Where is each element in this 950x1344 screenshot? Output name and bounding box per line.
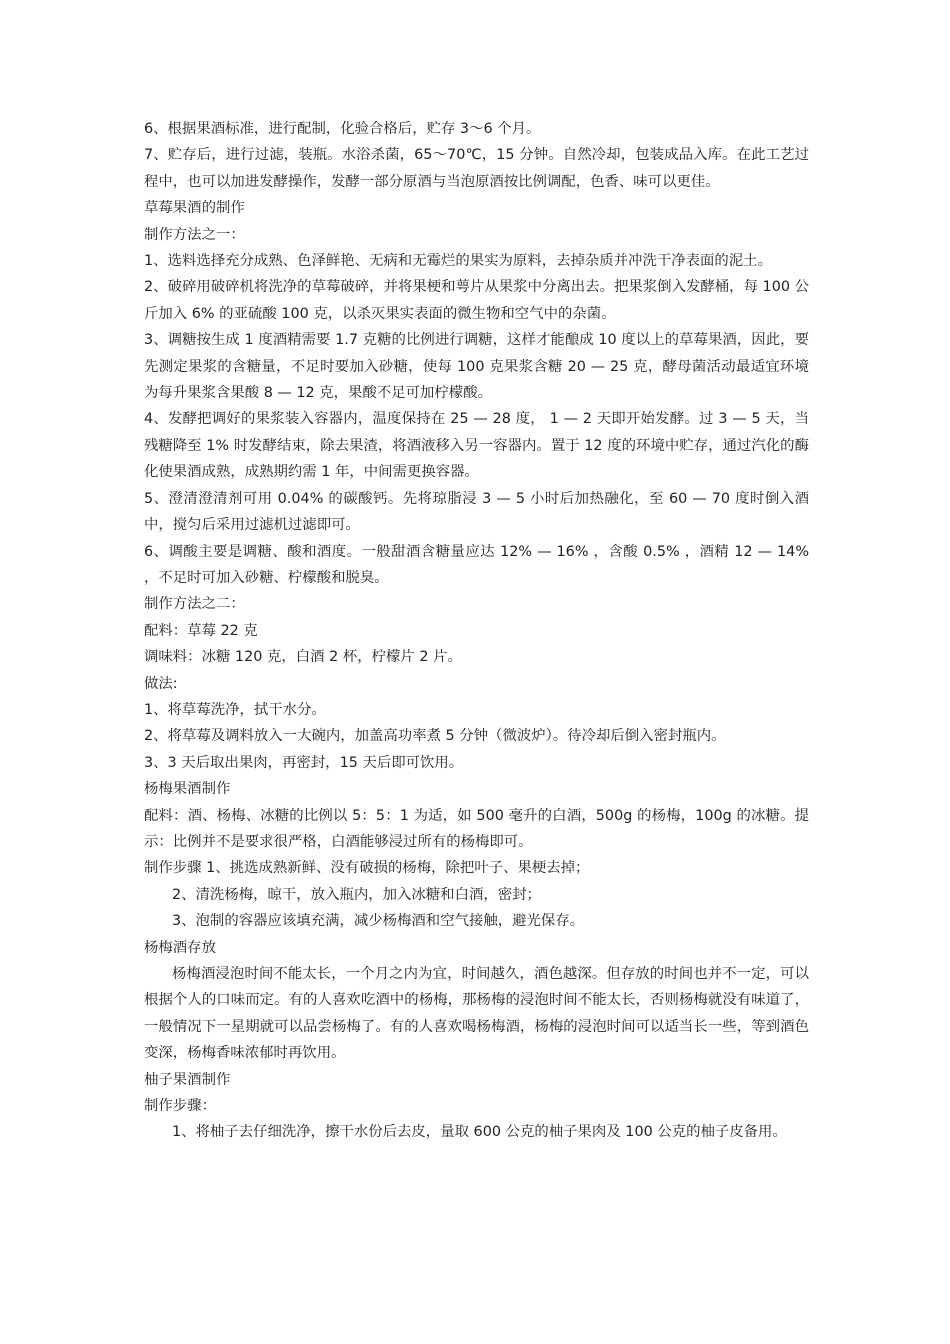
paragraph: 1、将草莓洗净，拭干水分。 [144,701,326,718]
paragraph: 3、泡制的容器应该填充满，减少杨梅酒和空气接触，避光保存。 [172,913,585,930]
paragraph: 5、澄清澄清剂可用 0.04% 的碳酸钙。先将琼脂浸 3 — 5 小时后加热融化，至 60 — 70 度时倒入酒中，搅匀后采用过滤机过滤即可。 [144,490,809,534]
paragraph: 杨梅酒存放 [144,939,216,956]
paragraph: 2、将草莓及调料放入一大碗内，加盖高功率煮 5 分钟（微波炉）。待冷却后倒入密封瓶内。 [144,728,726,745]
paragraph: 做法: [144,675,178,692]
paragraph: 制作方法之二： [144,596,245,613]
paragraph: 3、调糖按生成 1 度酒精需要 1.7 克糖的比例进行调糖，这样才能酿成 10 度以上的草莓果酒，因此，要先测定果浆的含糖量，不足时要加入砂糖，使每 100 克果浆含糖 20 — 25 克，酵母菌活动最适宜环境为每升果浆含果酸 8 — 12 克，果酸不足可加柠檬酸。 [144,332,809,402]
paragraph: 7、贮存后，进行过滤，装瓶。水浴杀菌，65～70℃，15 分钟。自然冷却，包装成品入库。在此工艺过程中，也可以加进发酵操作，发酵一部分原酒与当泡原酒按比例调配，色香、味可以更佳。 [144,147,809,190]
paragraph: 制作方法之一： [144,226,245,243]
paragraph: 草莓果酒的制作 [144,200,245,217]
paragraph: 杨梅果酒制作 [144,781,231,798]
paragraph: 柚子果酒制作 [144,1071,231,1088]
paragraph: 6、调酸主要是调糖、酸和酒度。一般甜酒含糖量应达 12% — 16% ，含酸 0.5% ，酒精 12 — 14% ，不足时可加入砂糖、柠檬酸和脱臭。 [144,543,809,586]
paragraph: 配料：酒、杨梅、冰糖的比例以 5：5：1 为适，如 500 毫升的白酒，500g 的杨梅，100g 的冰糖。提示：比例并不是要求很严格，白酒能够浸过所有的杨梅即可。 [144,807,809,850]
paragraph: 1、将柚子去仔细洗净，擦干水份后去皮，量取 600 公克的柚子果肉及 100 公克的柚子皮备用。 [172,1124,787,1141]
paragraph: 2、破碎用破碎机将洗净的草莓破碎，并将果梗和萼片从果浆中分离出去。把果浆倒入发酵桶，每 100 公斤加入 6% 的亚硫酸 100 克，以杀灭果实表面的微生物和空气中的杂菌。 [144,279,809,322]
paragraph: 3、3 天后取出果肉，再密封，15 天后即可饮用。 [144,754,464,771]
paragraph: 调味料：冰糖 120 克，白酒 2 杯，柠檬片 2 片。 [144,649,462,666]
paragraph: 1、选料选择充分成熟、色泽鲜艳、无病和无霉烂的果实为原料，去掉杂质并冲洗干净表面的泥土。 [144,253,772,270]
paragraph: 4、发酵把调好的果浆装入容器内，温度保持在 25 — 28 度， 1 — 2 天即开始发酵。过 3 — 5 天，当残糖降至 1% 时发酵结束，除去果渣，将酒液移入另一容器内。置于 12 度的环境中贮存，通过汽化的酶化使果酒成熟，成熟期约需 1 年，中间需更换容器。 [144,411,809,481]
paragraph: 6、根据果酒标准，进行配制，化验合格后，贮存 3～6 个月。 [144,121,541,137]
document-body [144,116,809,1146]
paragraph: 配料：草莓 22 克 [144,622,258,639]
paragraph: 杨梅酒浸泡时间不能太长，一个月之内为宜，时间越久，酒色越深。但存放的时间也并不一定，可以根据个人的口味而定。有的人喜欢吃酒中的杨梅，那杨梅的浸泡时间不能太长，否则杨梅就没有味道了，一般情况下一星期就可以品尝杨梅了。有的人喜欢喝杨梅酒，杨梅的浸泡时间可以适当长一些，等到酒色变深，杨梅香味浓郁时再饮用。 [144,966,809,1062]
paragraph: 2、清洗杨梅，晾干，放入瓶内，加入冰糖和白酒，密封； [172,886,541,903]
paragraph: 制作步骤： [144,1098,216,1115]
paragraph: 制作步骤 1、挑选成熟新鲜、没有破损的杨梅，除把叶子、果梗去掉； [144,860,590,877]
